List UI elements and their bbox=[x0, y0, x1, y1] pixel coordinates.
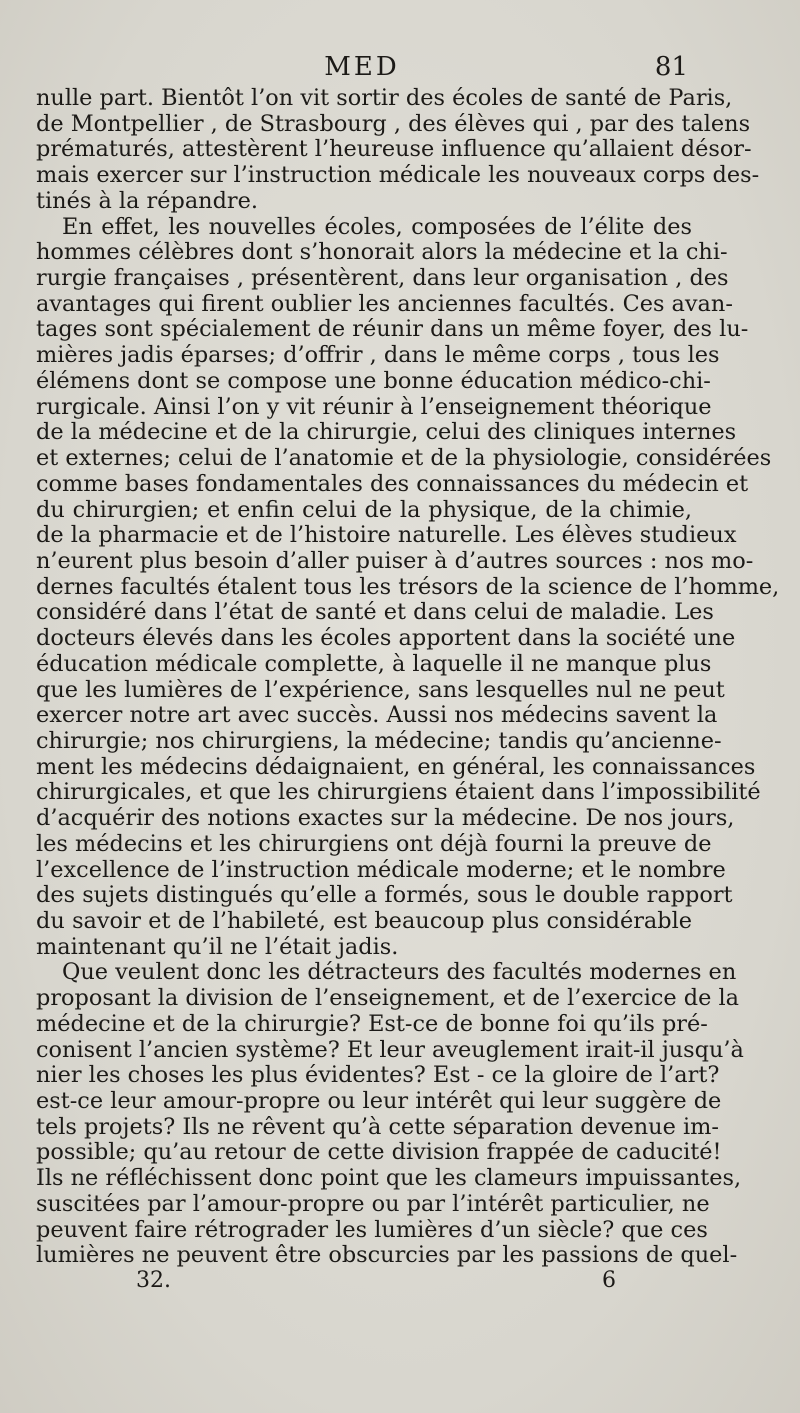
body-text bbox=[36, 85, 780, 1269]
text-line: médecine et de la chirurgie? Est-ce de bonne foi qu’ils pré- bbox=[36, 1010, 708, 1037]
text-line: l’excellence de l’instruction médicale moderne; et le nombre bbox=[36, 856, 726, 883]
text-line: nulle part. Bientôt l’on vit sortir des écoles de santé de Paris, bbox=[36, 85, 733, 111]
text-line: des sujets distingués qu’elle a formés, sous le double rapport bbox=[36, 882, 733, 909]
text-line: lumières ne peuvent être obscurcies par les passions de quel- bbox=[36, 1242, 738, 1269]
text-line: mières jadis éparses; d’offrir , dans le même corps , tous les bbox=[36, 342, 720, 369]
text-line: Que veulent donc les détracteurs des facultés modernes en bbox=[62, 959, 737, 986]
page-number: 81 bbox=[654, 52, 688, 82]
text-line: possible; qu’au retour de cette division frappée de caducité! bbox=[36, 1139, 722, 1166]
text-line: et externes; celui de l’anatomie et de la physiologie, considérées bbox=[36, 445, 772, 472]
text-line: exercer notre art avec succès. Aussi nos médecins savent la bbox=[36, 702, 718, 729]
text-line: considéré dans l’état de santé et dans celui de maladie. Les bbox=[36, 599, 714, 626]
text-line: tages sont spécialement de réunir dans un même foyer, des lu- bbox=[36, 316, 749, 343]
gathering-number: 6 bbox=[602, 1268, 616, 1293]
running-head: MED bbox=[324, 52, 400, 82]
text-line: En effet, les nouvelles écoles, composées de l’élite des bbox=[62, 213, 692, 240]
text-line: maintenant qu’il ne l’était jadis. bbox=[36, 933, 399, 960]
text-line: n’eurent plus besoin d’aller puiser à d’autres sources : nos mo- bbox=[36, 547, 754, 574]
text-line: avantages qui firent oublier les anciennes facultés. Ces avan- bbox=[36, 290, 733, 317]
text-line: prématurés, attestèrent l’heureuse influence qu’allaient désor- bbox=[36, 136, 752, 163]
text-line: de la médecine et de la chirurgie, celui des cliniques internes bbox=[36, 419, 737, 446]
text-line: mais exercer sur l’instruction médicale les nouveaux corps des- bbox=[36, 162, 760, 189]
text-line: rurgie françaises , présentèrent, dans leur organisation , des bbox=[36, 265, 729, 292]
text-line: du chirurgien; et enfin celui de la physique, de la chimie, bbox=[36, 496, 692, 523]
text-line: est-ce leur amour-propre ou leur intérêt qui leur suggère de bbox=[36, 1088, 722, 1115]
text-line: d’acquérir des notions exactes sur la médecine. De nos jours, bbox=[36, 805, 735, 832]
text-line: de Montpellier , de Strasbourg , des élèves qui , par des talens bbox=[36, 110, 751, 137]
text-line: tels projets? Ils ne rêvent qu’à cette séparation devenue im- bbox=[36, 1113, 719, 1140]
text-line: chirurgie; nos chirurgiens, la médecine; tandis qu’ancienne- bbox=[36, 727, 722, 754]
text-line: les médecins et les chirurgiens ont déjà fourni la preuve de bbox=[36, 830, 712, 857]
text-line: suscitées par l’amour-propre ou par l’intérêt particulier, ne bbox=[36, 1190, 710, 1217]
text-line: comme bases fondamentales des connaissances du médecin et bbox=[36, 470, 749, 497]
text-line: docteurs élevés dans les écoles apportent dans la société une bbox=[36, 625, 736, 652]
text-line: dernes facultés étalent tous les trésors de la science de l’homme, bbox=[36, 573, 780, 600]
text-line: du savoir et de l’habileté, est beaucoup plus considérable bbox=[36, 908, 692, 934]
page-footer bbox=[36, 1268, 692, 1302]
text-line: nier les choses les plus évidentes? Est - ce la gloire de l’art? bbox=[36, 1062, 720, 1089]
text-line: rurgicale. Ainsi l’on y vit réunir à l’enseignement théorique bbox=[36, 393, 712, 420]
text-line: éducation médicale complette, à laquelle il ne manque plus bbox=[36, 650, 712, 677]
text-line: que les lumières de l’expérience, sans lesquelles nul ne peut bbox=[36, 676, 725, 703]
text-line: hommes célèbres dont s’honorait alors la médecine et la chi- bbox=[36, 239, 728, 266]
text-line: peuvent faire rétrograder les lumières d’un siècle? que ces bbox=[36, 1216, 708, 1243]
text-line: de la pharmacie et de l’histoire naturelle. Les élèves studieux bbox=[36, 522, 737, 549]
text-line: chirurgicales, et que les chirurgiens étaient dans l’impossibilité bbox=[36, 779, 761, 806]
text-line: proposant la division de l’enseignement, et de l’exercice de la bbox=[36, 985, 739, 1012]
text-line: ment les médecins dédaignaient, en général, les connaissances bbox=[36, 753, 756, 780]
text-line: Ils ne réfléchissent donc point que les clameurs impuissantes, bbox=[36, 1165, 742, 1192]
text-line: élémens dont se compose une bonne éducation médico-chi- bbox=[36, 367, 711, 394]
signature-mark: 32. bbox=[136, 1268, 171, 1293]
text-line: conisent l’ancien système? Et leur aveuglement irait-il jusqu’à bbox=[36, 1036, 744, 1063]
text-line: tinés à la répandre. bbox=[36, 187, 258, 214]
